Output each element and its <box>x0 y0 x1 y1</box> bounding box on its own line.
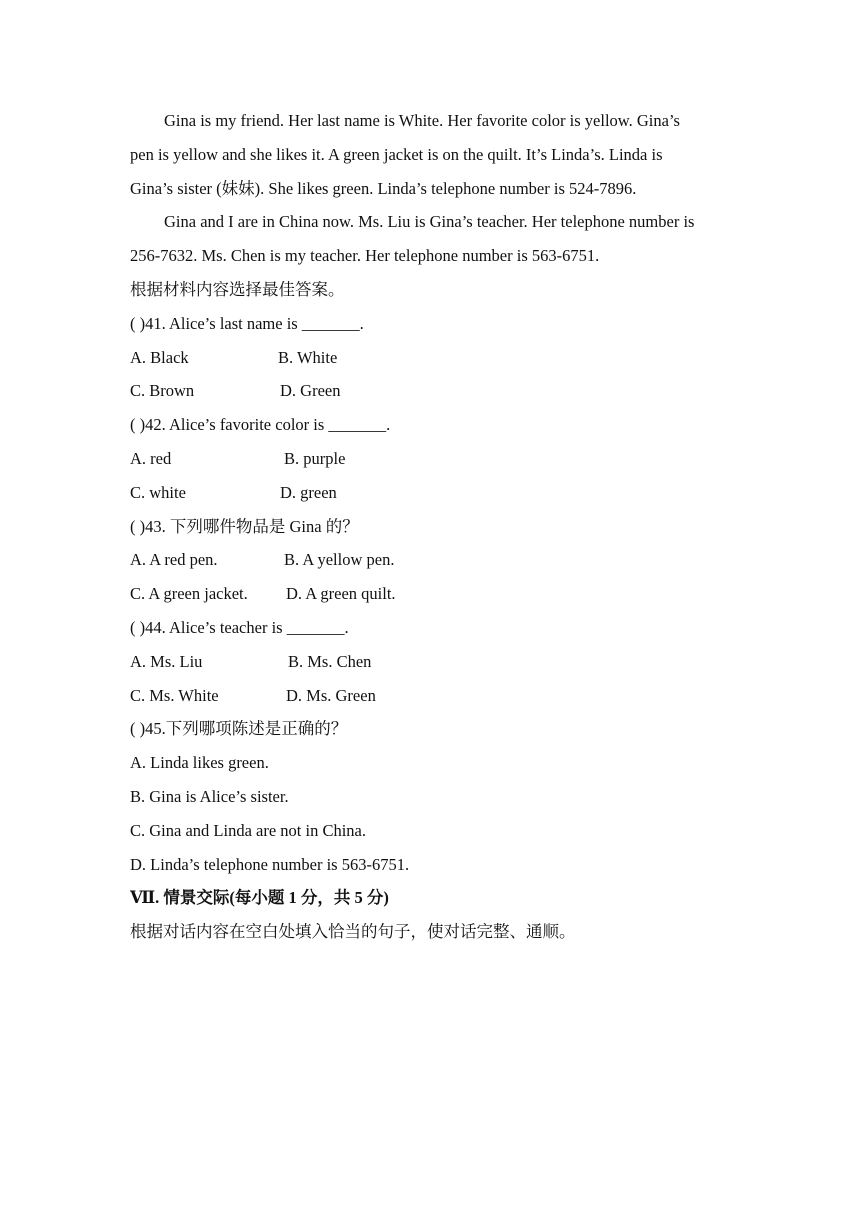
question-42-options-row <box>130 476 730 510</box>
option-d[interactable]: D. green <box>280 482 337 502</box>
option-a[interactable]: A. A red pen. <box>130 550 218 570</box>
option-b[interactable]: B. Gina is Alice’s sister. <box>130 786 289 806</box>
option-d[interactable]: D. Green <box>280 381 341 401</box>
option-c[interactable]: C. Brown <box>130 381 195 401</box>
option-d[interactable]: D. Ms. Green <box>286 685 376 705</box>
passage-line: Gina and I are in China now. Ms. Liu is Gina’s teacher. Her telephone number is <box>164 212 695 232</box>
question-43-options-row <box>130 577 730 611</box>
question-45-stem: ( )45.下列哪项陈述是正确的？ <box>130 719 348 739</box>
option-b[interactable]: B. purple <box>284 448 346 468</box>
question-42-options-row <box>130 442 730 476</box>
question-41-stem: ( )41. Alice’s last name is _______. <box>130 313 364 333</box>
option-b[interactable]: B. A yellow pen. <box>284 550 395 570</box>
option-b[interactable]: B. Ms. Chen <box>288 651 372 671</box>
option-d[interactable]: D. A green quilt. <box>286 584 396 604</box>
section-instruction: 根据对话内容在空白处填入恰当的句子，使对话完整、通顺。 <box>130 922 576 942</box>
passage-line: Gina’s sister (妹妹). She likes green. Linda’s telephone number is 524-7896. <box>130 178 637 198</box>
question-41-options-row <box>130 374 730 408</box>
reading-instruction: 根据材料内容选择最佳答案。 <box>130 279 345 299</box>
option-c[interactable]: C. Ms. White <box>130 685 219 705</box>
passage-line: pen is yellow and she likes it. A green jacket is on the quilt. It’s Linda’s. Linda is <box>130 144 663 164</box>
option-c[interactable]: C. Gina and Linda are not in China. <box>130 820 366 840</box>
option-a[interactable]: A. red <box>130 448 172 468</box>
option-a[interactable]: A. Black <box>130 347 189 367</box>
question-44-options-row <box>130 645 730 679</box>
option-c[interactable]: C. white <box>130 482 186 502</box>
document-page <box>130 104 730 949</box>
question-42-stem: ( )42. Alice’s favorite color is _______. <box>130 415 391 435</box>
option-c[interactable]: C. A green jacket. <box>130 584 248 604</box>
question-44-stem: ( )44. Alice’s teacher is _______. <box>130 617 349 637</box>
passage-line: Gina is my friend. Her last name is White. Her favorite color is yellow. Gina’s <box>164 111 680 130</box>
passage-line: 256-7632. Ms. Chen is my teacher. Her telephone number is 563-6751. <box>130 246 600 266</box>
option-b[interactable]: B. White <box>278 347 338 367</box>
section-heading: Ⅶ. 情景交际(每小题 1 分，共 5 分) <box>130 888 389 908</box>
option-a[interactable]: A. Ms. Liu <box>130 651 203 671</box>
question-44-options-row <box>130 679 730 713</box>
question-43-options-row <box>130 543 730 577</box>
question-43-stem: ( )43. 下列哪件物品是 Gina 的？ <box>130 516 359 536</box>
option-a[interactable]: A. Linda likes green. <box>130 753 269 773</box>
question-41-options-row <box>130 341 730 375</box>
option-d[interactable]: D. Linda’s telephone number is 563-6751. <box>130 854 410 874</box>
